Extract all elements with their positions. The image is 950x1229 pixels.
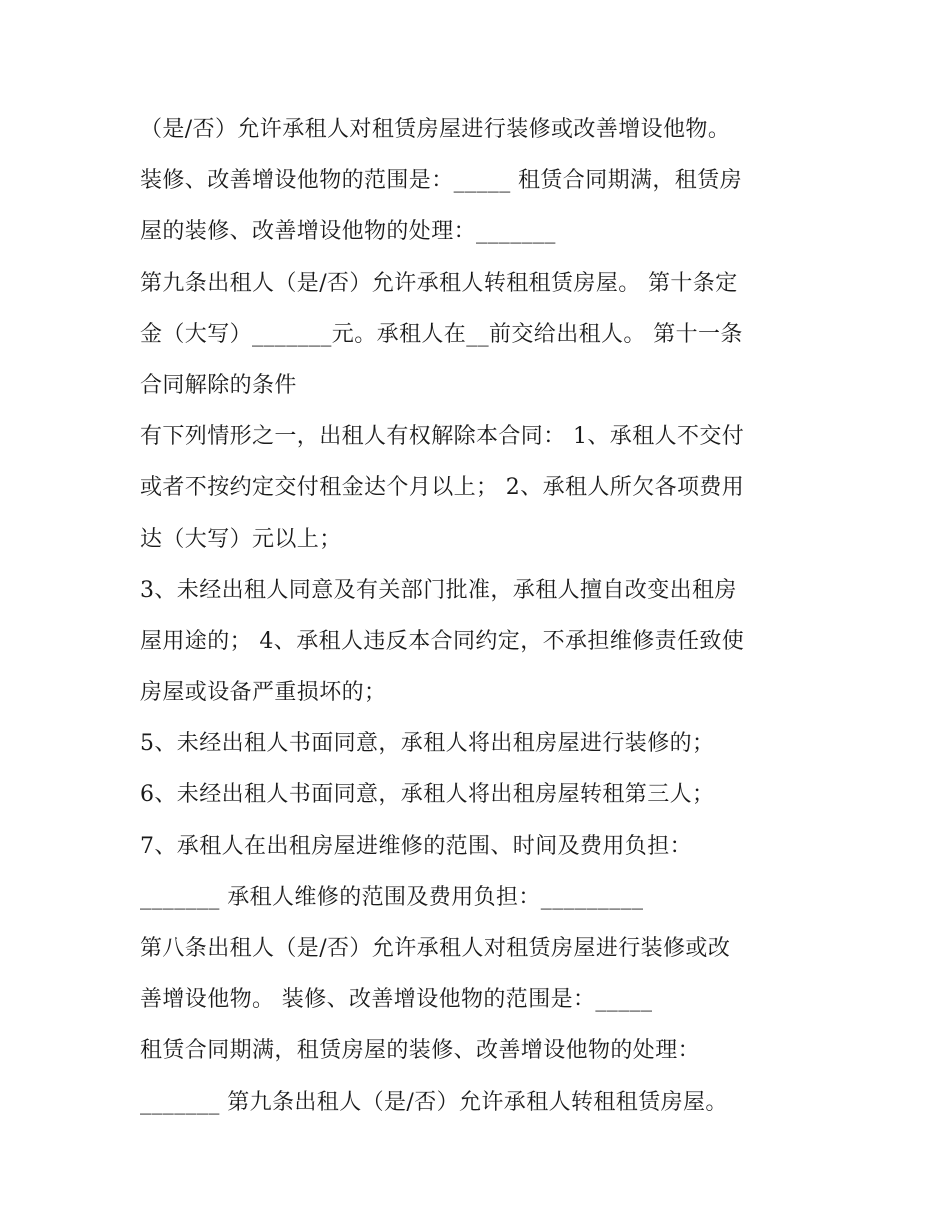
text-line: 屋用途的； 4、承租人违反本合同约定，不承担维修责任致使 [140,628,745,654]
text-line: （是/否）允许承租人对租赁房屋进行装修或改善增设他物。 [140,117,731,142]
text-line: 有下列情形之一，出租人有权解除本合同： 1、承租人不交付 [140,424,745,450]
contract-text-body [140,104,820,1128]
text-line: 第八条出租人（是/否）允许承租人对租赁房屋进行装修或改 [140,936,731,961]
text-line: 屋的装修、改善增设他物的处理：_______ [140,219,556,245]
text-line: 3、未经出租人同意及有关部门批准，承租人擅自改变出租房 [140,577,737,603]
text-line: 合同解除的条件 [140,372,297,398]
text-line: 5、未经出租人书面同意，承租人将出租房屋进行装修的； [140,731,715,757]
text-line: 第九条出租人（是/否）允许承租人转租租赁房屋。 第十条定 [140,270,738,296]
text-line: 金（大写）_______元。承租人在__前交给出租人。 第十一条 [140,321,743,347]
text-line: 达（大写）元以上； [140,526,342,552]
text-line: 租赁合同期满，租赁房屋的装修、改善增设他物的处理： [140,1038,701,1064]
text-line: 6、未经出租人书面同意，承租人将出租房屋转租第三人； [140,782,715,808]
text-line: 或者不按约定交付租金达个月以上； 2、承租人所欠各项费用 [140,475,745,501]
text-line: _______ 第九条出租人（是/否）允许承租人转租租赁房屋。 [140,1089,728,1115]
text-line: 7、承租人在出租房屋进维修的范围、时间及费用负担： [140,833,692,859]
text-line: 善增设他物。 装修、改善增设他物的范围是：_____ [140,987,653,1013]
text-line: 装修、改善增设他物的范围是：_____ 租赁合同期满，租赁房 [140,168,742,194]
text-line: _______ 承租人维修的范围及费用负担：_________ [140,884,644,910]
text-line: 房屋或设备严重损坏的； [140,680,387,706]
